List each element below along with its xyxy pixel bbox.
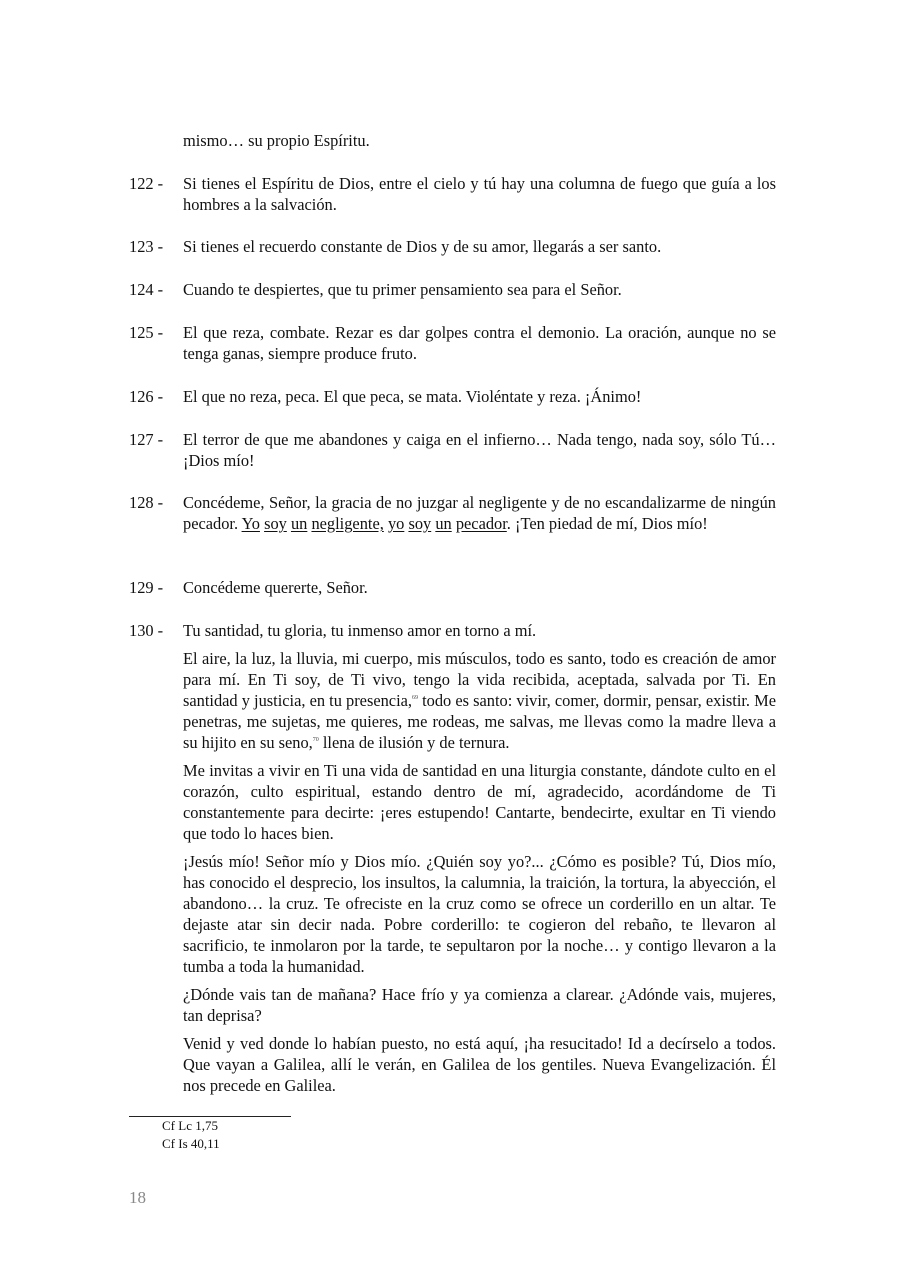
- entry-number: 129 -: [129, 578, 164, 597]
- entry-number: 128 -: [129, 493, 164, 512]
- underlined-word: soy: [408, 514, 432, 533]
- entry-124: [129, 279, 776, 300]
- entry-number: 130 -: [129, 621, 164, 640]
- entry-129: [129, 577, 776, 598]
- entry-paragraph: Venid y ved donde lo habían puesto, no está aquí, ¡ha resucitado! Id a decírselo a todos. Que vayan a Galilea, allí le verán, en Galilea de los gentiles. Nueva Evangelización. Él nos precede en Galilea.: [183, 1034, 776, 1095]
- entry-text-start: Concédeme, Señor, la gracia de no juzgar al negligente y de no escandalizarme de ningún pecador.: [183, 493, 776, 533]
- underlined-word: pecador: [455, 514, 507, 533]
- underlined-word: negligente,: [311, 514, 384, 533]
- page-number: 18: [129, 1188, 146, 1207]
- paragraph-text: todo es santo: vivir, comer, dormir, pensar, existir. Me penetras, me sujetas, me quieres, me rodeas, me salvas, me llevas como la madre lleva a su hijito en su seno,: [183, 691, 776, 752]
- entry-number: 122 -: [129, 174, 164, 193]
- entry-text: Concédeme quererte, Señor.: [183, 578, 368, 597]
- entry-number: 125 -: [129, 323, 164, 342]
- underlined-word: un: [290, 514, 308, 533]
- underlined-word: un: [435, 514, 452, 533]
- entry-text: Cuando te despiertes, que tu primer pensamiento sea para el Señor.: [183, 280, 622, 299]
- underlined-word: Yo: [241, 514, 260, 533]
- entry-127: [129, 429, 776, 471]
- entry-number: 126 -: [129, 387, 164, 406]
- footnote-ref: 69: [412, 695, 418, 701]
- footnote-ref: 70: [312, 737, 319, 743]
- entry-123: [129, 236, 776, 257]
- entry-paragraph: [183, 648, 776, 753]
- entry-130: [129, 620, 776, 1096]
- entry-text: El que reza, combate. Rezar es dar golpes contra el demonio. La oración, aunque no se tenga ganas, siempre produce fruto.: [183, 323, 776, 363]
- entry-number: 127 -: [129, 430, 164, 449]
- entry-paragraph: ¿Dónde vais tan de mañana? Hace frío y ya comienza a clarear. ¿Adónde vais, mujeres, tan deprisa?: [183, 985, 776, 1025]
- entry-122: [129, 173, 776, 215]
- entry-128: [129, 492, 776, 534]
- entry-paragraph: ¡Jesús mío! Señor mío y Dios mío. ¿Quién soy yo?... ¿Cómo es posible? Tú, Dios mío, has conocido el desprecio, los insultos, la calumnia, la traición, la tortura, la abyección, el abandono… la cruz. Te ofreciste en la cruz como se ofrece un corderillo en un altar. Te dejaste atar sin decir nada. Pobre corderillo: te cogieron del rebaño, te llevaron al sacrificio, te inmolaron por la tarde, te sepultaron por la noche… y contigo llevaron a la tumba a toda la humanidad.: [183, 852, 776, 976]
- entry-text: Tu santidad, tu gloria, tu inmenso amor en torno a mí.: [183, 621, 537, 640]
- underlined-word: yo: [387, 514, 405, 533]
- entry-text: Si tienes el Espíritu de Dios, entre el cielo y tú hay una columna de fuego que guía a los hombres a la salvación.: [183, 174, 776, 214]
- entry-text: Si tienes el recuerdo constante de Dios y de su amor, llegarás a ser santo.: [183, 237, 662, 256]
- entry-number: 124 -: [129, 280, 164, 299]
- entry-125: [129, 322, 776, 364]
- paragraph-text: llena de ilusión y de ternura.: [318, 733, 510, 752]
- footnote: Cf Lc 1,75: [162, 1118, 218, 1133]
- underlined-word: soy: [264, 514, 287, 533]
- entry-text-end: . ¡Ten piedad de mí, Dios mío!: [506, 514, 708, 533]
- entry-text: El terror de que me abandones y caiga en el infierno… Nada tengo, nada soy, sólo Tú… ¡Dios mío!: [183, 430, 776, 470]
- entry-126: [129, 386, 776, 407]
- paragraph-text: El aire, la luz, la lluvia, mi cuerpo, mis músculos, todo es santo, todo es creación de amor para mí. En Ti soy, de Ti vivo, tengo la vida recibida, aceptada, salvada por Ti. En santidad y justicia, en tu presencia,: [183, 649, 776, 710]
- entry-text: [183, 492, 776, 534]
- entry-number: 123 -: [129, 237, 164, 256]
- footnotes: [162, 1117, 220, 1153]
- continuation-text: mismo… su propio Espíritu.: [183, 131, 370, 150]
- entry-paragraph: Me invitas a vivir en Ti una vida de santidad en una liturgia constante, dándote culto en el corazón, culto espiritual, estando dentro de mí, agradecido, acordándome de Ti constantemente para decirte: ¡eres estupendo! Cantarte, bendecirte, exultar en Ti viendo que todo lo haces bien.: [183, 761, 776, 843]
- footnote: Cf Is 40,11: [162, 1136, 220, 1151]
- entry-text: El que no reza, peca. El que peca, se mata. Violéntate y reza. ¡Ánimo!: [183, 387, 642, 406]
